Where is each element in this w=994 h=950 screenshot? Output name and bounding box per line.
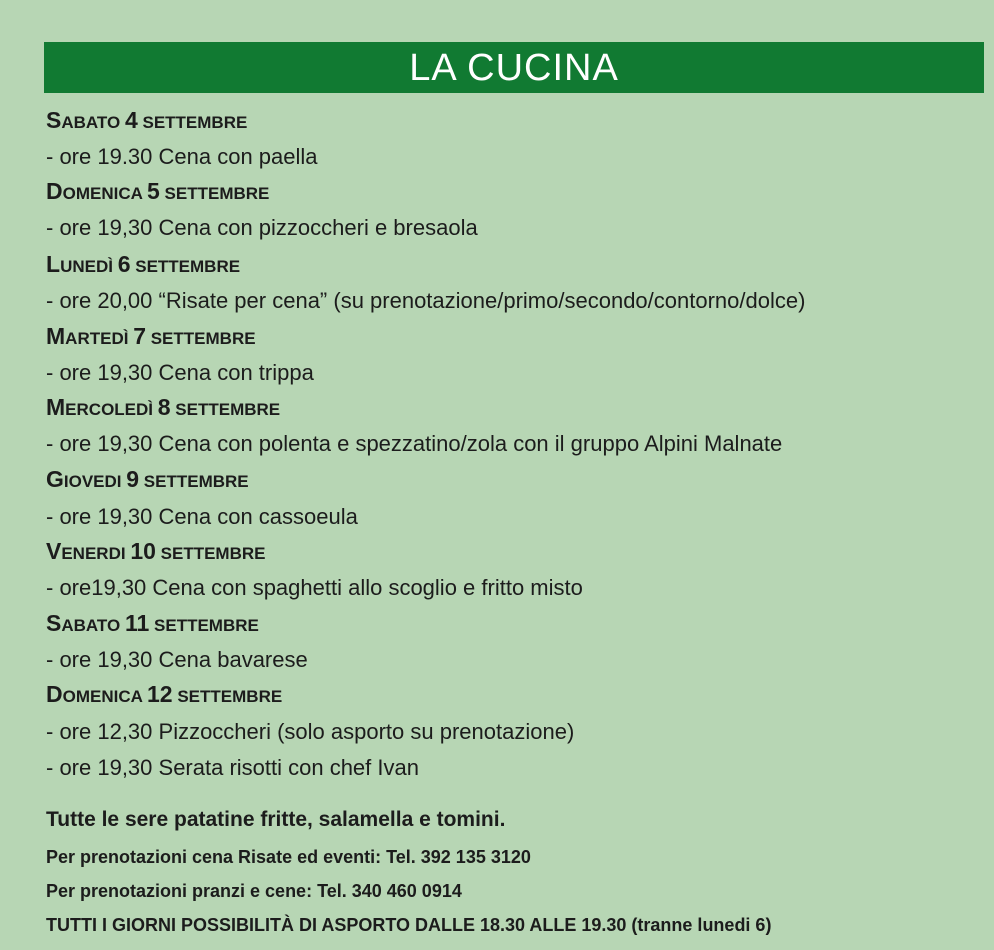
day-heading <box>46 610 259 636</box>
day-name: SABATO <box>46 107 121 133</box>
day-name: GIOVEDI <box>46 466 122 492</box>
day-month: SETTEMBRE <box>177 687 283 706</box>
section-banner <box>44 42 984 93</box>
day-month: SETTEMBRE <box>150 329 256 348</box>
event-line: - ore 19,30 Cena con trippa <box>46 360 314 385</box>
event-line: - ore 19,30 Serata risotti con chef Ivan <box>46 755 419 780</box>
booking-risate-line: Per prenotazioni cena Risate ed eventi: Tel. 392 135 3120 <box>46 847 531 867</box>
event-line: - ore 19.30 Cena con paella <box>46 144 318 169</box>
day-number: 12 <box>147 681 173 707</box>
day-month: SETTEMBRE <box>135 257 241 276</box>
day-heading <box>46 394 281 420</box>
event-line: - ore 12,30 Pizzoccheri (solo asporto su prenotazione) <box>46 719 575 744</box>
day-heading <box>46 538 266 564</box>
day-heading <box>46 681 283 707</box>
day-name: DOMENICA <box>46 681 143 707</box>
day-name: SABATO <box>46 610 121 636</box>
event-line: - ore 19,30 Cena con pizzoccheri e bresaola <box>46 215 478 240</box>
day-heading <box>46 178 270 204</box>
day-number: 11 <box>124 610 150 636</box>
booking-meals-line: Per prenotazioni pranzi e cene: Tel. 340 460 0914 <box>46 881 462 901</box>
takeaway-line: TUTTI I GIORNI POSSIBILITÀ DI ASPORTO DALLE 18.30 ALLE 19.30 (tranne lunedi 6) <box>46 915 772 935</box>
day-number: 8 <box>157 394 171 420</box>
event-line: - ore 19,30 Cena bavarese <box>46 647 308 672</box>
day-name: MARTEDÌ <box>46 323 129 349</box>
day-number: 5 <box>147 178 160 204</box>
day-month: SETTEMBRE <box>175 400 281 419</box>
day-number: 7 <box>133 323 146 349</box>
day-name: LUNEDÌ <box>46 251 113 277</box>
day-heading <box>46 107 248 133</box>
day-name: MERCOLEDÌ <box>46 394 154 420</box>
day-number: 6 <box>117 251 131 277</box>
day-month: SETTEMBRE <box>160 544 266 563</box>
event-line: - ore19,30 Cena con spaghetti allo scoglio e fritto misto <box>46 575 583 600</box>
section-title: LA CUCINA <box>409 46 619 89</box>
day-number: 10 <box>130 538 156 564</box>
event-line: - ore 20,00 “Risate per cena” (su prenotazione/primo/secondo/contorno/dolce) <box>46 288 806 313</box>
every-night-note: Tutte le sere patatine fritte, salamella e tomini. <box>46 808 506 831</box>
day-month: SETTEMBRE <box>154 616 259 635</box>
day-heading <box>46 323 256 349</box>
day-heading <box>46 251 241 277</box>
day-month: SETTEMBRE <box>142 113 248 132</box>
event-line: - ore 19,30 Cena con cassoeula <box>46 504 358 529</box>
day-month: SETTEMBRE <box>164 184 270 203</box>
day-name: DOMENICA <box>46 178 143 204</box>
day-heading <box>46 466 249 492</box>
event-line: - ore 19,30 Cena con polenta e spezzatino/zola con il gruppo Alpini Malnate <box>46 431 783 456</box>
day-number: 4 <box>124 107 138 133</box>
day-month: SETTEMBRE <box>143 472 249 491</box>
day-name: VENERDI <box>46 538 126 564</box>
day-number: 9 <box>126 466 140 492</box>
